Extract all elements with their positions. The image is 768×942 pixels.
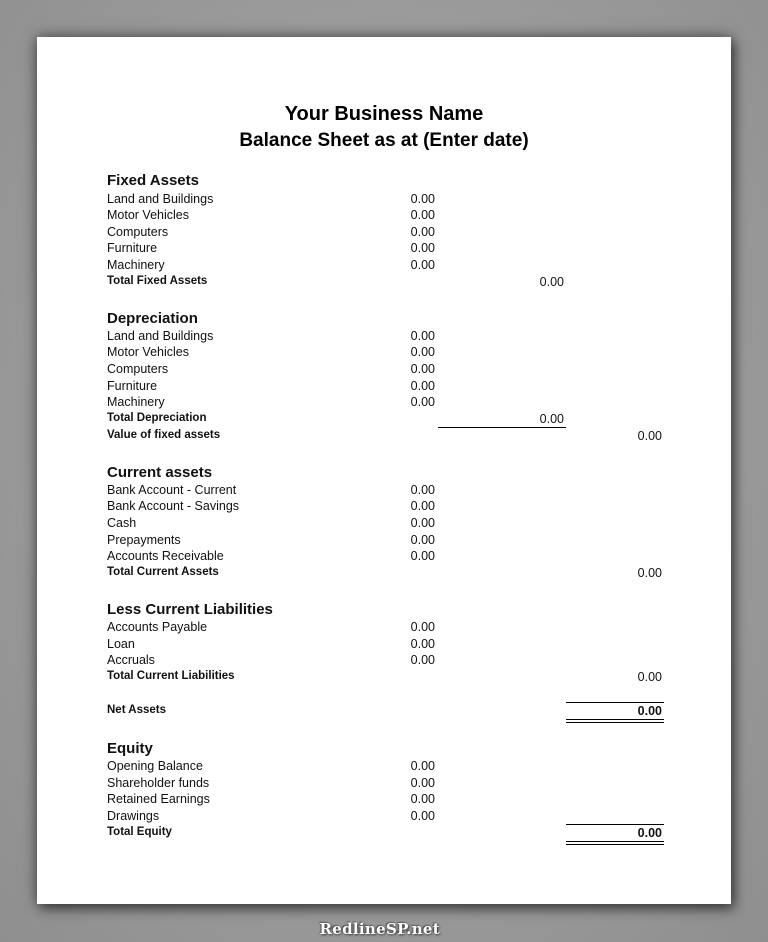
table-row — [37, 533, 731, 550]
line-item-value: 0.00 — [410, 241, 435, 255]
equity-heading: Equity — [107, 740, 153, 757]
line-item-label: Prepayments — [107, 533, 181, 547]
total-depreciation-label: Total Depreciation — [107, 412, 207, 424]
line-item-value: 0.00 — [410, 395, 435, 409]
table-row — [37, 759, 731, 776]
line-item-value: 0.00 — [410, 329, 435, 343]
line-item-value: 0.00 — [410, 362, 435, 376]
line-item-label: Land and Buildings — [107, 329, 214, 343]
total-depreciation-value: 0.00 — [539, 412, 564, 426]
table-row — [37, 620, 731, 637]
net-assets-label: Net Assets — [107, 704, 167, 716]
table-row — [37, 516, 731, 533]
table-row — [37, 258, 731, 275]
balance-sheet-subtitle: Balance Sheet as at (Enter date) — [239, 130, 529, 151]
line-item-label: Retained Earnings — [107, 792, 210, 806]
line-item-label: Drawings — [107, 809, 160, 823]
line-item-value: 0.00 — [410, 549, 435, 563]
line-item-label: Machinery — [107, 258, 165, 272]
line-item-value: 0.00 — [410, 192, 435, 206]
table-row — [37, 241, 731, 258]
line-item-value: 0.00 — [410, 208, 435, 222]
line-item-label: Accruals — [107, 653, 155, 667]
line-item-value: 0.00 — [410, 776, 435, 790]
total-current-liabilities-label: Total Current Liabilities — [107, 670, 235, 682]
line-item-value: 0.00 — [410, 483, 435, 497]
total-equity-double-rule-1 — [566, 841, 664, 842]
table-row — [37, 362, 731, 379]
line-item-value: 0.00 — [410, 258, 435, 272]
line-item-value: 0.00 — [410, 759, 435, 773]
table-row — [37, 329, 731, 346]
line-item-label: Loan — [107, 637, 135, 651]
total-current-liabilities-value: 0.00 — [637, 670, 662, 684]
total-row — [37, 429, 731, 446]
table-row — [37, 637, 731, 654]
business-name-title: Your Business Name — [284, 103, 484, 125]
line-item-value: 0.00 — [410, 620, 435, 634]
line-item-label: Motor Vehicles — [107, 208, 189, 222]
line-item-value: 0.00 — [410, 499, 435, 513]
line-item-value: 0.00 — [410, 653, 435, 667]
line-item-value: 0.00 — [410, 379, 435, 393]
value-of-fixed-assets-value: 0.00 — [637, 429, 662, 443]
line-item-value: 0.00 — [410, 809, 435, 823]
total-row — [37, 412, 731, 429]
total-fixed-assets-value: 0.00 — [539, 275, 564, 289]
line-item-label: Accounts Payable — [107, 620, 208, 634]
line-item-value: 0.00 — [410, 345, 435, 359]
balance-sheet-page — [37, 37, 731, 904]
table-row — [37, 225, 731, 242]
table-row — [37, 792, 731, 809]
fixed-assets-heading: Fixed Assets — [107, 172, 199, 189]
line-item-value: 0.00 — [410, 533, 435, 547]
line-item-value: 0.00 — [410, 516, 435, 530]
line-item-label: Opening Balance — [107, 759, 203, 773]
line-item-label: Bank Account - Current — [107, 483, 237, 497]
total-equity-top-rule — [566, 824, 664, 825]
value-of-fixed-assets-label: Value of fixed assets — [107, 429, 221, 441]
line-item-label: Furniture — [107, 241, 158, 255]
line-item-value: 0.00 — [410, 637, 435, 651]
table-row — [37, 653, 731, 670]
current-liabilities-heading: Less Current Liabilities — [107, 601, 273, 618]
line-item-label: Cash — [107, 516, 137, 530]
line-item-label: Machinery — [107, 395, 165, 409]
line-item-label: Accounts Receivable — [107, 549, 224, 563]
watermark-text: RedlineSP.net — [319, 920, 440, 938]
table-row — [37, 549, 731, 566]
line-item-value: 0.00 — [410, 792, 435, 806]
depreciation-heading: Depreciation — [107, 310, 198, 327]
line-item-value: 0.00 — [410, 225, 435, 239]
total-equity-double-rule-2 — [566, 844, 664, 845]
net-assets-value: 0.00 — [637, 704, 662, 718]
total-current-assets-value: 0.00 — [637, 566, 662, 580]
table-row — [37, 208, 731, 225]
table-row — [37, 345, 731, 362]
total-row — [37, 670, 731, 687]
table-row — [37, 483, 731, 500]
line-item-label: Computers — [107, 225, 169, 239]
total-current-assets-label: Total Current Assets — [107, 566, 219, 578]
total-fixed-assets-label: Total Fixed Assets — [107, 275, 208, 287]
subtotal-underline — [438, 427, 566, 428]
total-row — [37, 566, 731, 583]
table-row — [37, 379, 731, 396]
line-item-label: Furniture — [107, 379, 158, 393]
line-item-label: Shareholder funds — [107, 776, 210, 790]
net-assets-double-rule-1 — [566, 719, 664, 720]
line-item-label: Bank Account - Savings — [107, 499, 240, 513]
total-equity-label: Total Equity — [107, 826, 172, 838]
total-row — [37, 275, 731, 292]
net-assets-top-rule — [566, 702, 664, 703]
line-item-label: Land and Buildings — [107, 192, 214, 206]
net-assets-double-rule-2 — [566, 722, 664, 723]
table-row — [37, 192, 731, 209]
line-item-label: Motor Vehicles — [107, 345, 189, 359]
table-row — [37, 776, 731, 793]
total-equity-value: 0.00 — [637, 826, 662, 840]
line-item-label: Computers — [107, 362, 169, 376]
table-row — [37, 395, 731, 412]
current-assets-heading: Current assets — [107, 464, 213, 481]
table-row — [37, 499, 731, 516]
